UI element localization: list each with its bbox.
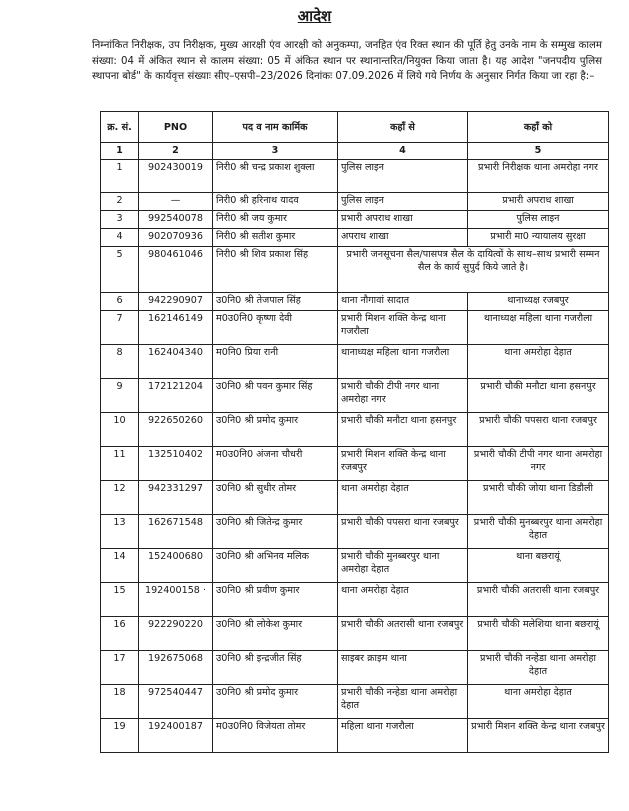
cell-name: उ0नि0 श्री प्रवीण कुमार — [213, 583, 338, 617]
cell-from: प्रभारी मिशन शक्ति केन्द्र थाना रजबपुर — [338, 447, 468, 481]
cell-pno: 922650260 — [139, 413, 213, 447]
cell-serial: 5 — [101, 247, 139, 293]
table-row — [101, 345, 609, 379]
cell-serial: 3 — [101, 211, 139, 229]
cell-to: प्रभारी मा0 न्यायालय सुरक्षा — [468, 229, 609, 247]
cell-serial: 8 — [101, 345, 139, 379]
cell-pno: 192400187 — [139, 719, 213, 753]
cell-pno: — — [139, 193, 213, 211]
document-title: आदेश — [297, 7, 332, 25]
cell-to: प्रभारी चौकी मलेशिया थाना बछरायूं — [468, 617, 609, 651]
cell-pno: 162146149 — [139, 311, 213, 345]
table-row — [101, 193, 609, 211]
cell-pno: 172121204 — [139, 379, 213, 413]
cell-to: प्रभारी चौकी नन्हेडा थाना अमरोहा देहात — [468, 651, 609, 685]
table-row — [101, 515, 609, 549]
cell-name: निरी0 श्री शिव प्रकाश सिंह — [213, 247, 338, 293]
cell-pno: 902430019 — [139, 160, 213, 193]
column-number-row — [101, 143, 609, 160]
cell-name: उ0नि0 श्री प्रमोद कुमार — [213, 685, 338, 719]
cell-serial: 11 — [101, 447, 139, 481]
table-row — [101, 685, 609, 719]
cell-from: प्रभारी चौकी पपसरा थाना रजबपुर — [338, 515, 468, 549]
cell-serial: 12 — [101, 481, 139, 515]
cell-from: प्रभारी चौकी नन्हेडा थाना अमरोहा देहात — [338, 685, 468, 719]
cell-from: प्रभारी अपराध शाखा — [338, 211, 468, 229]
table-row — [101, 311, 609, 345]
cell-pno: 192400158 · — [139, 583, 213, 617]
header-pno: PNO — [139, 112, 213, 143]
cell-serial: 15 — [101, 583, 139, 617]
table-row — [101, 229, 609, 247]
cell-to: प्रभारी चौकी अतरासी थाना रजबपुर — [468, 583, 609, 617]
cell-name: उ0नि0 श्री प्रमोद कुमार — [213, 413, 338, 447]
cell-from: अपराध शाखा — [338, 229, 468, 247]
cell-to: प्रभारी मिशन शक्ति केन्द्र थाना रजबपुर — [468, 719, 609, 753]
header-name: पद व नाम कार्मिक — [213, 112, 338, 143]
cell-pno: 980461046 — [139, 247, 213, 293]
table-row — [101, 651, 609, 685]
cell-pno: 942331297 — [139, 481, 213, 515]
cell-name: उ0नि0 श्री अभिनव मलिक — [213, 549, 338, 583]
cell-to: प्रभारी चौकी पपसरा थाना रजबपुर — [468, 413, 609, 447]
table-header-row — [101, 112, 609, 143]
cell-from: प्रभारी चौकी मुनब्बरपुर थाना अमरोहा देहात — [338, 549, 468, 583]
cell-pno: 132510402 — [139, 447, 213, 481]
column-number: 4 — [338, 143, 468, 160]
cell-from: प्रभारी मिशन शक्ति केन्द्र थाना गजरौला — [338, 311, 468, 345]
cell-to: थाना अमरोहा देहात — [468, 685, 609, 719]
table-row — [101, 447, 609, 481]
cell-serial: 13 — [101, 515, 139, 549]
cell-serial: 9 — [101, 379, 139, 413]
cell-pno: 922290220 — [139, 617, 213, 651]
table-row — [101, 617, 609, 651]
cell-name: निरी0 श्री सतीश कुमार — [213, 229, 338, 247]
cell-to: प्रभारी चौकी जोया थाना डिडौली — [468, 481, 609, 515]
cell-pno: 902070936 — [139, 229, 213, 247]
cell-to: प्रभारी अपराध शाखा — [468, 193, 609, 211]
cell-to: थानाध्यक्ष रजबपुर — [468, 293, 609, 311]
table-row — [101, 160, 609, 193]
cell-pno: 992540078 — [139, 211, 213, 229]
cell-from: थानाध्यक्ष महिला थाना गजरौला — [338, 345, 468, 379]
cell-from: प्रभारी चौकी मनौटा थाना हसनपुर — [338, 413, 468, 447]
cell-serial: 1 — [101, 160, 139, 193]
cell-serial: 2 — [101, 193, 139, 211]
table-row — [101, 247, 609, 293]
transfer-table — [100, 111, 609, 753]
column-number: 3 — [213, 143, 338, 160]
cell-serial: 17 — [101, 651, 139, 685]
header-serial: क्र. सं. — [101, 112, 139, 143]
cell-to: प्रभारी चौकी मुनब्बरपुर थाना अमरोहा देहात — [468, 515, 609, 549]
cell-to: पुलिस लाइन — [468, 211, 609, 229]
cell-pno: 192675068 — [139, 651, 213, 685]
table-row — [101, 293, 609, 311]
cell-from: पुलिस लाइन — [338, 193, 468, 211]
cell-name: म0उ0नि0 कृष्णा देवी — [213, 311, 338, 345]
cell-from: महिला थाना गजरौला — [338, 719, 468, 753]
cell-from: प्रभारी चौकी टीपी नगर थाना अमरोहा नगर — [338, 379, 468, 413]
cell-pno: 152400680 — [139, 549, 213, 583]
cell-name: म0नि0 प्रिया रानी — [213, 345, 338, 379]
cell-name: उ0नि0 श्री सुधीर तोमर — [213, 481, 338, 515]
cell-name: निरी0 श्री जय कुमार — [213, 211, 338, 229]
cell-to: थाना अमरोहा देहात — [468, 345, 609, 379]
cell-remark-merged: प्रभारी जनसूचना सैल/पासपत्र सैल के दायित्वों के साथ–साथ प्रभारी सम्मन सैल के कार्य सुपुर्द किये जाते है। — [338, 247, 609, 293]
cell-name: निरी0 श्री चन्द्र प्रकाश शुक्ला — [213, 160, 338, 193]
cell-name: म0उ0नि0 अंजना चौधरी — [213, 447, 338, 481]
cell-serial: 18 — [101, 685, 139, 719]
cell-from: साइबर क्राइम थाना — [338, 651, 468, 685]
table-row — [101, 379, 609, 413]
cell-from: थाना नौगावां सादात — [338, 293, 468, 311]
cell-serial: 7 — [101, 311, 139, 345]
cell-serial: 14 — [101, 549, 139, 583]
cell-from: थाना अमरोहा देहात — [338, 583, 468, 617]
column-number: 1 — [101, 143, 139, 160]
cell-serial: 10 — [101, 413, 139, 447]
column-number: 5 — [468, 143, 609, 160]
cell-pno: 942290907 — [139, 293, 213, 311]
table-row — [101, 719, 609, 753]
table-row — [101, 481, 609, 515]
cell-pno: 162671548 — [139, 515, 213, 549]
cell-to: प्रभारी निरीक्षक थाना अमरोहा नगर — [468, 160, 609, 193]
cell-name: म0उ0नि0 विजेयता तोमर — [213, 719, 338, 753]
cell-serial: 19 — [101, 719, 139, 753]
table-row — [101, 549, 609, 583]
cell-to: प्रभारी चौकी मनौटा थाना हसनपुर — [468, 379, 609, 413]
cell-serial: 6 — [101, 293, 139, 311]
cell-to: प्रभारी चौकी टीपी नगर थाना अमरोहा नगर — [468, 447, 609, 481]
cell-pno: 162404340 — [139, 345, 213, 379]
table-row — [101, 211, 609, 229]
cell-to: थाना बछरायूं — [468, 549, 609, 583]
header-to: कहाँ को — [468, 112, 609, 143]
cell-name: उ0नि0 श्री इन्द्रजीत सिंह — [213, 651, 338, 685]
cell-serial: 16 — [101, 617, 139, 651]
header-from: कहाँ से — [338, 112, 468, 143]
cell-name: उ0नि0 श्री लोकेश कुमार — [213, 617, 338, 651]
cell-name: उ0नि0 श्री जितेन्द्र कुमार — [213, 515, 338, 549]
cell-from: प्रभारी चौकी अतरासी थाना रजबपुर — [338, 617, 468, 651]
cell-from: पुलिस लाइन — [338, 160, 468, 193]
table-row — [101, 413, 609, 447]
cell-to: थानाध्यक्ष महिला थाना गजरौला — [468, 311, 609, 345]
cell-from: थाना अमरोहा देहात — [338, 481, 468, 515]
intro-paragraph: निम्नांकित निरीक्षक, उप निरीक्षक, मुख्य आरक्षी एंव आरक्षी को अनुकम्पा, जनहित एंव रिक्त स्थान की पूर्ति हेतु उनके नाम के सम्मुख कालम संख्या: 04 में अंकित स्थान से कालम संख्या: 05 में अंकित स्थान पर स्थानान्तरित/नियुक्त किया जाता है। यह आदेश "जनपदीय पुलिस स्थापना बोर्ड" के कार्यवृत्त संख्याः सीए–एसपी–23/2026 दिनांकः 07.09.2026 में लिये गये निर्णय के अनुसार निर्गत किया जा रहा है:– — [92, 40, 602, 82]
cell-serial: 4 — [101, 229, 139, 247]
table-row — [101, 583, 609, 617]
cell-pno: 972540447 — [139, 685, 213, 719]
cell-name: निरी0 श्री हरिनाथ यादव — [213, 193, 338, 211]
column-number: 2 — [139, 143, 213, 160]
cell-name: उ0नि0 श्री तेजपाल सिंह — [213, 293, 338, 311]
cell-name: उ0नि0 श्री पवन कुमार सिंह — [213, 379, 338, 413]
